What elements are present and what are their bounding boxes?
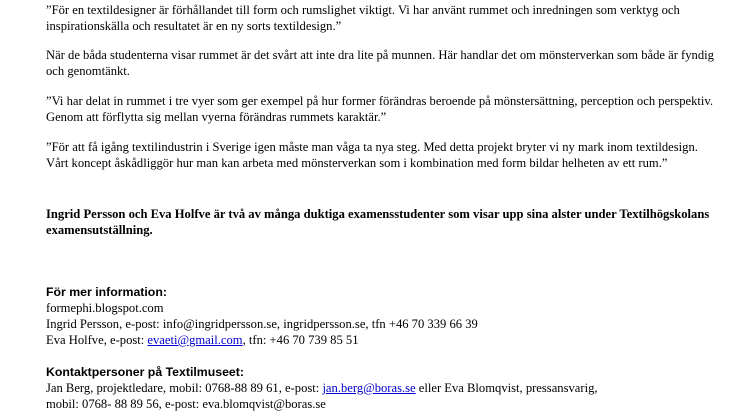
closing-paragraph: Ingrid Persson och Eva Holfve är två av många duktiga examensstudenter som visar upp sina alster under Textilhögskolans examensutställning. [46,207,710,237]
contacts-heading: Kontaktpersoner på Textilmuseet: [46,365,244,379]
jan-berg-contact-line [46,381,726,397]
jan-berg-contact-suffix: eller Eva Blomqvist, pressansvarig, [415,381,598,395]
eva-email-link[interactable]: evaeti@gmail.com [147,333,243,347]
quote-paragraph-3: ”Vi har delat in rummet i tre vyer som ger exempel på hur former förändras beroende på mönstersättning, perception och perspektiv. Genom att förflytta sig mellan vyerna förändras rummets karaktär.” [46,94,714,124]
quote-paragraph-4: ”För att få igång textilindustrin i Sverige igen måste man våga ta nya steg. Med detta projekt bryter vi ny mark inom textildesign. Vårt koncept åskådliggör hur man kan arbeta med mönsterverkan som i kombination med form bildar helheten av ett rum.” [46,140,698,170]
blog-url: formephi.blogspot.com [46,301,164,315]
ingrid-contact-line: Ingrid Persson, e-post: info@ingridpersson.se, ingridpersson.se, tfn +46 70 339 66 39 [46,317,478,331]
eva-contact-suffix: , tfn: +46 70 739 85 51 [242,333,359,347]
body-paragraph-2: När de båda studenterna visar rummet är det svårt att inte dra lite på munnen. Här handlar det om mönsterverkan som både är fyndig och genomtänkt. [46,48,714,78]
jan-berg-email-link[interactable]: jan.berg@boras.se [322,381,416,395]
quote-paragraph-1: ”För en textildesigner är förhållandet till form och rumslighet viktigt. Vi har använt rummet och inredningen som verktyg och inspirationskälla och resultatet är en ny sorts textildesign.” [46,3,680,33]
eva-blomqvist-contact-line: mobil: 0768- 88 89 56, e-post: eva.blomqvist@boras.se [46,397,326,411]
more-info-heading: För mer information: [46,285,167,299]
eva-contact-prefix: Eva Holfve, e-post: [46,333,148,347]
jan-berg-contact-prefix: Jan Berg, projektledare, mobil: 0768-88 89 61, e-post: [46,381,323,395]
eva-contact-line [46,333,726,349]
